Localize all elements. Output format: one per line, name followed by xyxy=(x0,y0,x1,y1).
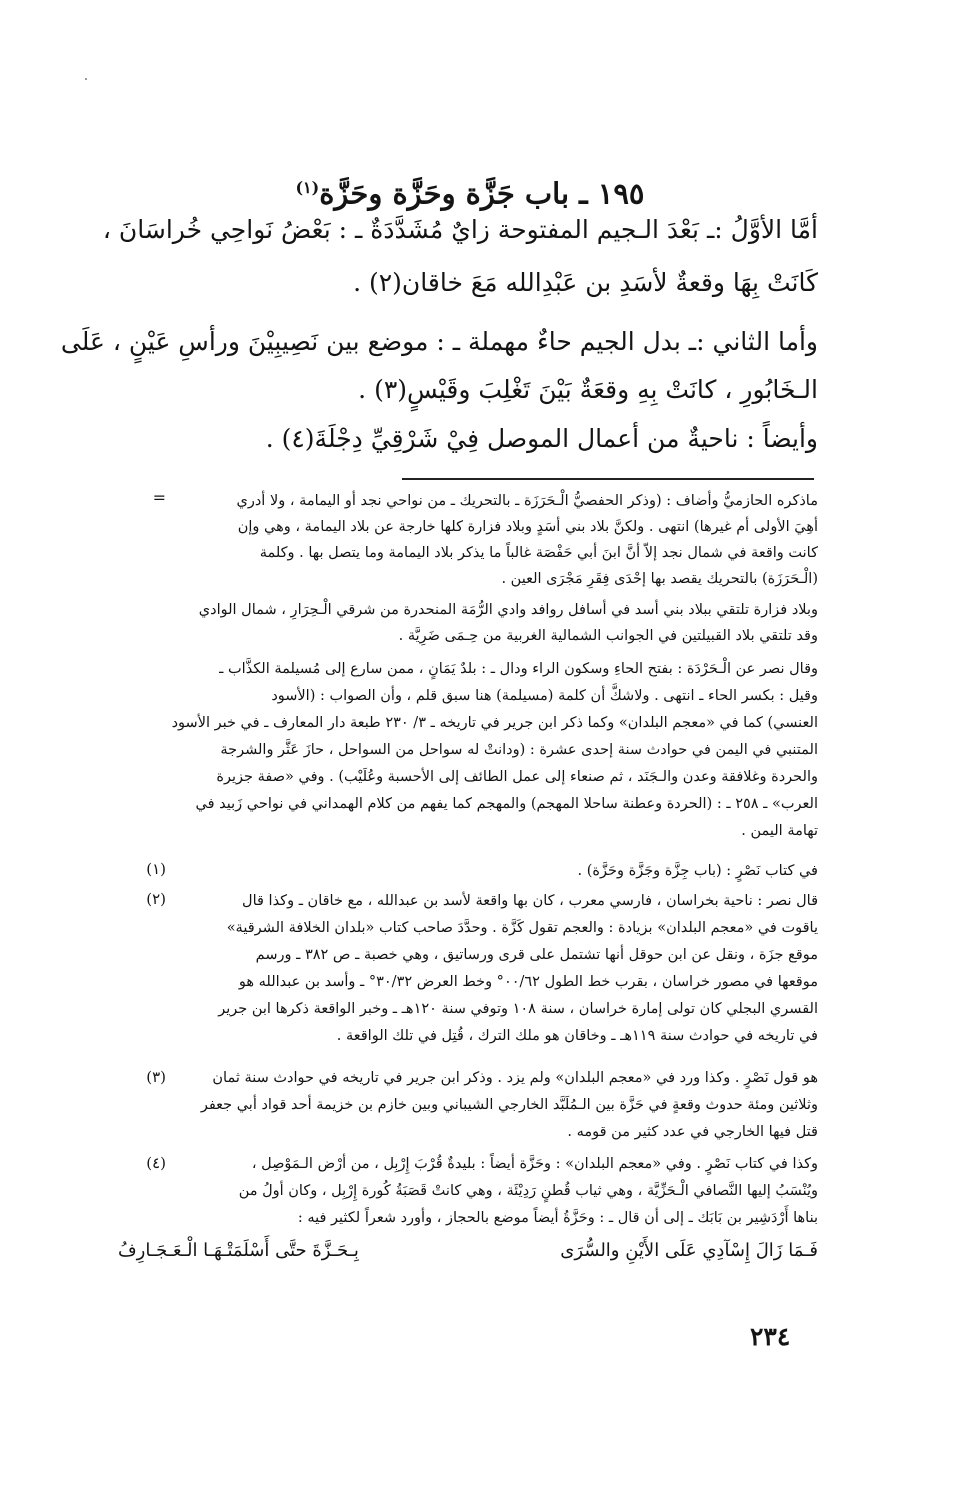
note-line: قتل فيها الخارجي في عدد كثير من قومه . xyxy=(567,1124,818,1140)
note-line: قال نصر : ناحية بخراسان ، فارسي معرب ، كان بها واقعة لأسد بن عبدالله ، مع خاقان ـ وكذا قال xyxy=(242,893,818,909)
note-number: (٣) xyxy=(146,1068,166,1086)
note-line: بناها أَرْدَشِير بن بَابَك ـ إلى أن قال ـ : وحَزَّةُ أيضاً موضع بالحجاز ، وأورد شعراً لكثير فيه : xyxy=(297,1210,818,1226)
poem-first-hemistich: فَـمَا زَالَ إِسْآدِي عَلَى الأَيْنِ والسُّرَى xyxy=(560,1240,818,1261)
footnote-line: (الْـحَرَزَة) بالتحريك يقصد بها إحْدَى فِقَرِ مَجْرَى العين . xyxy=(501,571,818,587)
note-line: القسري البجلي كان تولى إمارة خراسان ، سنة ١٠٨ وتوفي سنة ١٢٠هـ ـ وخبر الواقعة ذكرها ابن جرير xyxy=(218,1001,818,1017)
note-line: موقع جزَة ، ونقل عن ابن حوقل أنها تشتمل على قرى ورساتيق ، وهي خصبة ـ ص ٣٨٢ ـ ورسم xyxy=(255,947,818,963)
main-line: أمَّا الأوَّلُ :ـ بَعْدَ الـجيم المفتوحة زايٌ مُشَدَّدَةٌ ـ : بَعْضُ نَواحِي خُراسَانَ ، xyxy=(102,215,818,244)
poem-second-hemistich: بِـحَـزَّةَ حتَّى أَسْلَمَتْـهَـا الْـعَـجَـارِفُ xyxy=(118,1240,359,1261)
footnote-line: وقد تلتقي بلاد القبيلتين في الجوانب الشمالية الغربية من حِـمَى ضَرِيَّة . xyxy=(398,628,818,644)
note-line: وثلاثين ومئة حدوث وقعةٍ في حَزَّة بين الـمُلَبَّد الخارجي الشيباني وبين خازم بن خزيمة أحد قواد أبي جعفر xyxy=(200,1097,818,1113)
footnote-line: العنسي) كما في «معجم البلدان» وكما ذكر ابن جرير في تاريخه ـ ٣/ ٢٣٠ طبعة دار المعارف ـ في خبر الأسود xyxy=(171,715,818,731)
chapter-heading-text: ١٩٥ ـ باب جَزَّة وحَزَّة وحَزَّة xyxy=(319,176,645,211)
note-line: ويُنْسَبُ إليها النَّصافي الْـحَزِّيَّة ، وهي ثياب قُطنٍ رَدِيْئَة ، وهي كانتْ قَصَبَةُ كُورة إِرْبِل ، وكان أولُ من xyxy=(238,1183,818,1199)
footnote-line: وبلاد فزارة تلتقي ببلاد بني أسد في أسافل روافد وادي الرُّمَة المنحدرة من شرقي الْـحِرَارِ ، شمال الوادي xyxy=(198,602,818,618)
footnote-line: أهِيَ الأولى أم غيرها) انتهى . ولكنَّ بلاد بني أسَدٍ وبلاد فزارة كلها خارجة عن بلاد اليمامة ، وهي وإن xyxy=(237,519,818,535)
note-number: (١) xyxy=(146,860,166,878)
main-line: الـخَابُورِ ، كانَتْ بِهِ وقعَةٌ بَيْنَ تَغْلِبَ وقَيْسٍ(٣) . xyxy=(358,375,818,404)
heading-footnote-ref: (١) xyxy=(295,178,320,197)
footnote-line: كانت واقعة في شمال نجد إلاّ أنَّ ابنَ أبي حَفْصَة غالباً ما يذكر بلاد اليمامة وما يتصل بها . وكلمة xyxy=(259,545,818,561)
footnote-line: المتنبي في اليمن في حوادث سنة إحدى عشرة : (ودانتْ له سواحل من السواحل ، حازَ عَثَّر والشرجة xyxy=(220,742,818,758)
footnote-line: وقيل : بكسر الحاء ـ انتهى . ولاشكَّ أن كلمة (مسيلمة) هنا سبق قلم ، وأن الصواب : (الأسود xyxy=(271,688,818,704)
footnote-line: العرب» ـ ٢٥٨ ـ : (الحردة وعطنة ساحلا المهجم) والمهجم كما يفهم من كلام الهمداني في نواحي زَبيد في xyxy=(195,796,818,812)
scan-speck xyxy=(85,78,87,80)
continuation-mark: = xyxy=(152,488,166,507)
note-line: موقعها في مصور خراسان ، بقرب خط الطول ٠٠/٦٢° وخط العرض ٣٠/٣٢° ـ وأسد بن عبدالله هو xyxy=(238,974,818,990)
note-line: في كتاب نَصْرٍ : (باب جِزَّة وجَزَّة وحَزَّة) . xyxy=(577,863,818,879)
footnote-separator xyxy=(402,478,814,480)
page-number: ٢٣٤ xyxy=(750,1322,791,1351)
footnote-line: والحردة وغلافقة وعدن والـجَنَد ، ثم صنعاء إلى عمل الطائف إلى الأحسبة وعُلَيْب) . وفي «صفة جزيرة xyxy=(216,769,818,785)
note-line: وكذا في كتاب نَصْرٍ . وفي «معجم البلدان» : وحَزَّة أيضاً : بليدةٌ قُرْبَ إِرْبِل ، من أرْض الـمَوْصِل ، xyxy=(251,1156,818,1172)
main-line: وأما الثاني :ـ بدل الجيم حاءٌ مهملة ـ : موضع بين نَصِيبِيْنَ ورأسِ عَيْنٍ ، عَلَى xyxy=(60,327,818,356)
note-number: (٤) xyxy=(146,1154,166,1172)
footnote-line: ماذكره الحازميُّ وأضاف : (وذكر الحفصيُّ الْـحَرَزَة ـ بالتحريك ـ من نواحي نجد أو اليمامة ، ولا أدري xyxy=(236,493,818,509)
note-number: (٢) xyxy=(146,890,166,908)
chapter-heading xyxy=(120,168,820,214)
note-line: ياقوت في «معجم البلدان» بزيادة : والعجم تقول كَزَّة . وحدَّدَ صاحب كتاب «بلدان الخلافة الشرقية» xyxy=(226,920,818,936)
main-line: كَانَتْ بِهَا وقعةٌ لأسَدِ بن عَبْدِالله مَعَ خاقان(٢) . xyxy=(353,268,818,297)
footnote-line: وقال نصر عن الْـحَرْدَة : بفتح الحاءِ وسكون الراء ودال ـ : بلدٌ يَمَانٍ ، ممن سارع إلى مُسيلمة الكذَّاب ـ xyxy=(219,661,818,677)
poem-verse xyxy=(118,1240,818,1280)
main-line: وأيضاً : ناحيةٌ من أعمال الموصل فِيْ شَرْقِيِّ دِجْلَةَ(٤) . xyxy=(265,424,818,453)
note-line: هو قول نَصْرٍ . وكذا ورد في «معجم البلدان» ولم يزد . وذكر ابن جرير في تاريخه في حوادث سنة ثمان xyxy=(212,1070,818,1086)
footnote-line: تهامة اليمن . xyxy=(741,823,818,839)
note-line: في تاريخه في حوادث سنة ١١٩هـ ـ وخاقان هو ملك الترك ، قُتِل في تلك الواقعة . xyxy=(336,1028,818,1044)
